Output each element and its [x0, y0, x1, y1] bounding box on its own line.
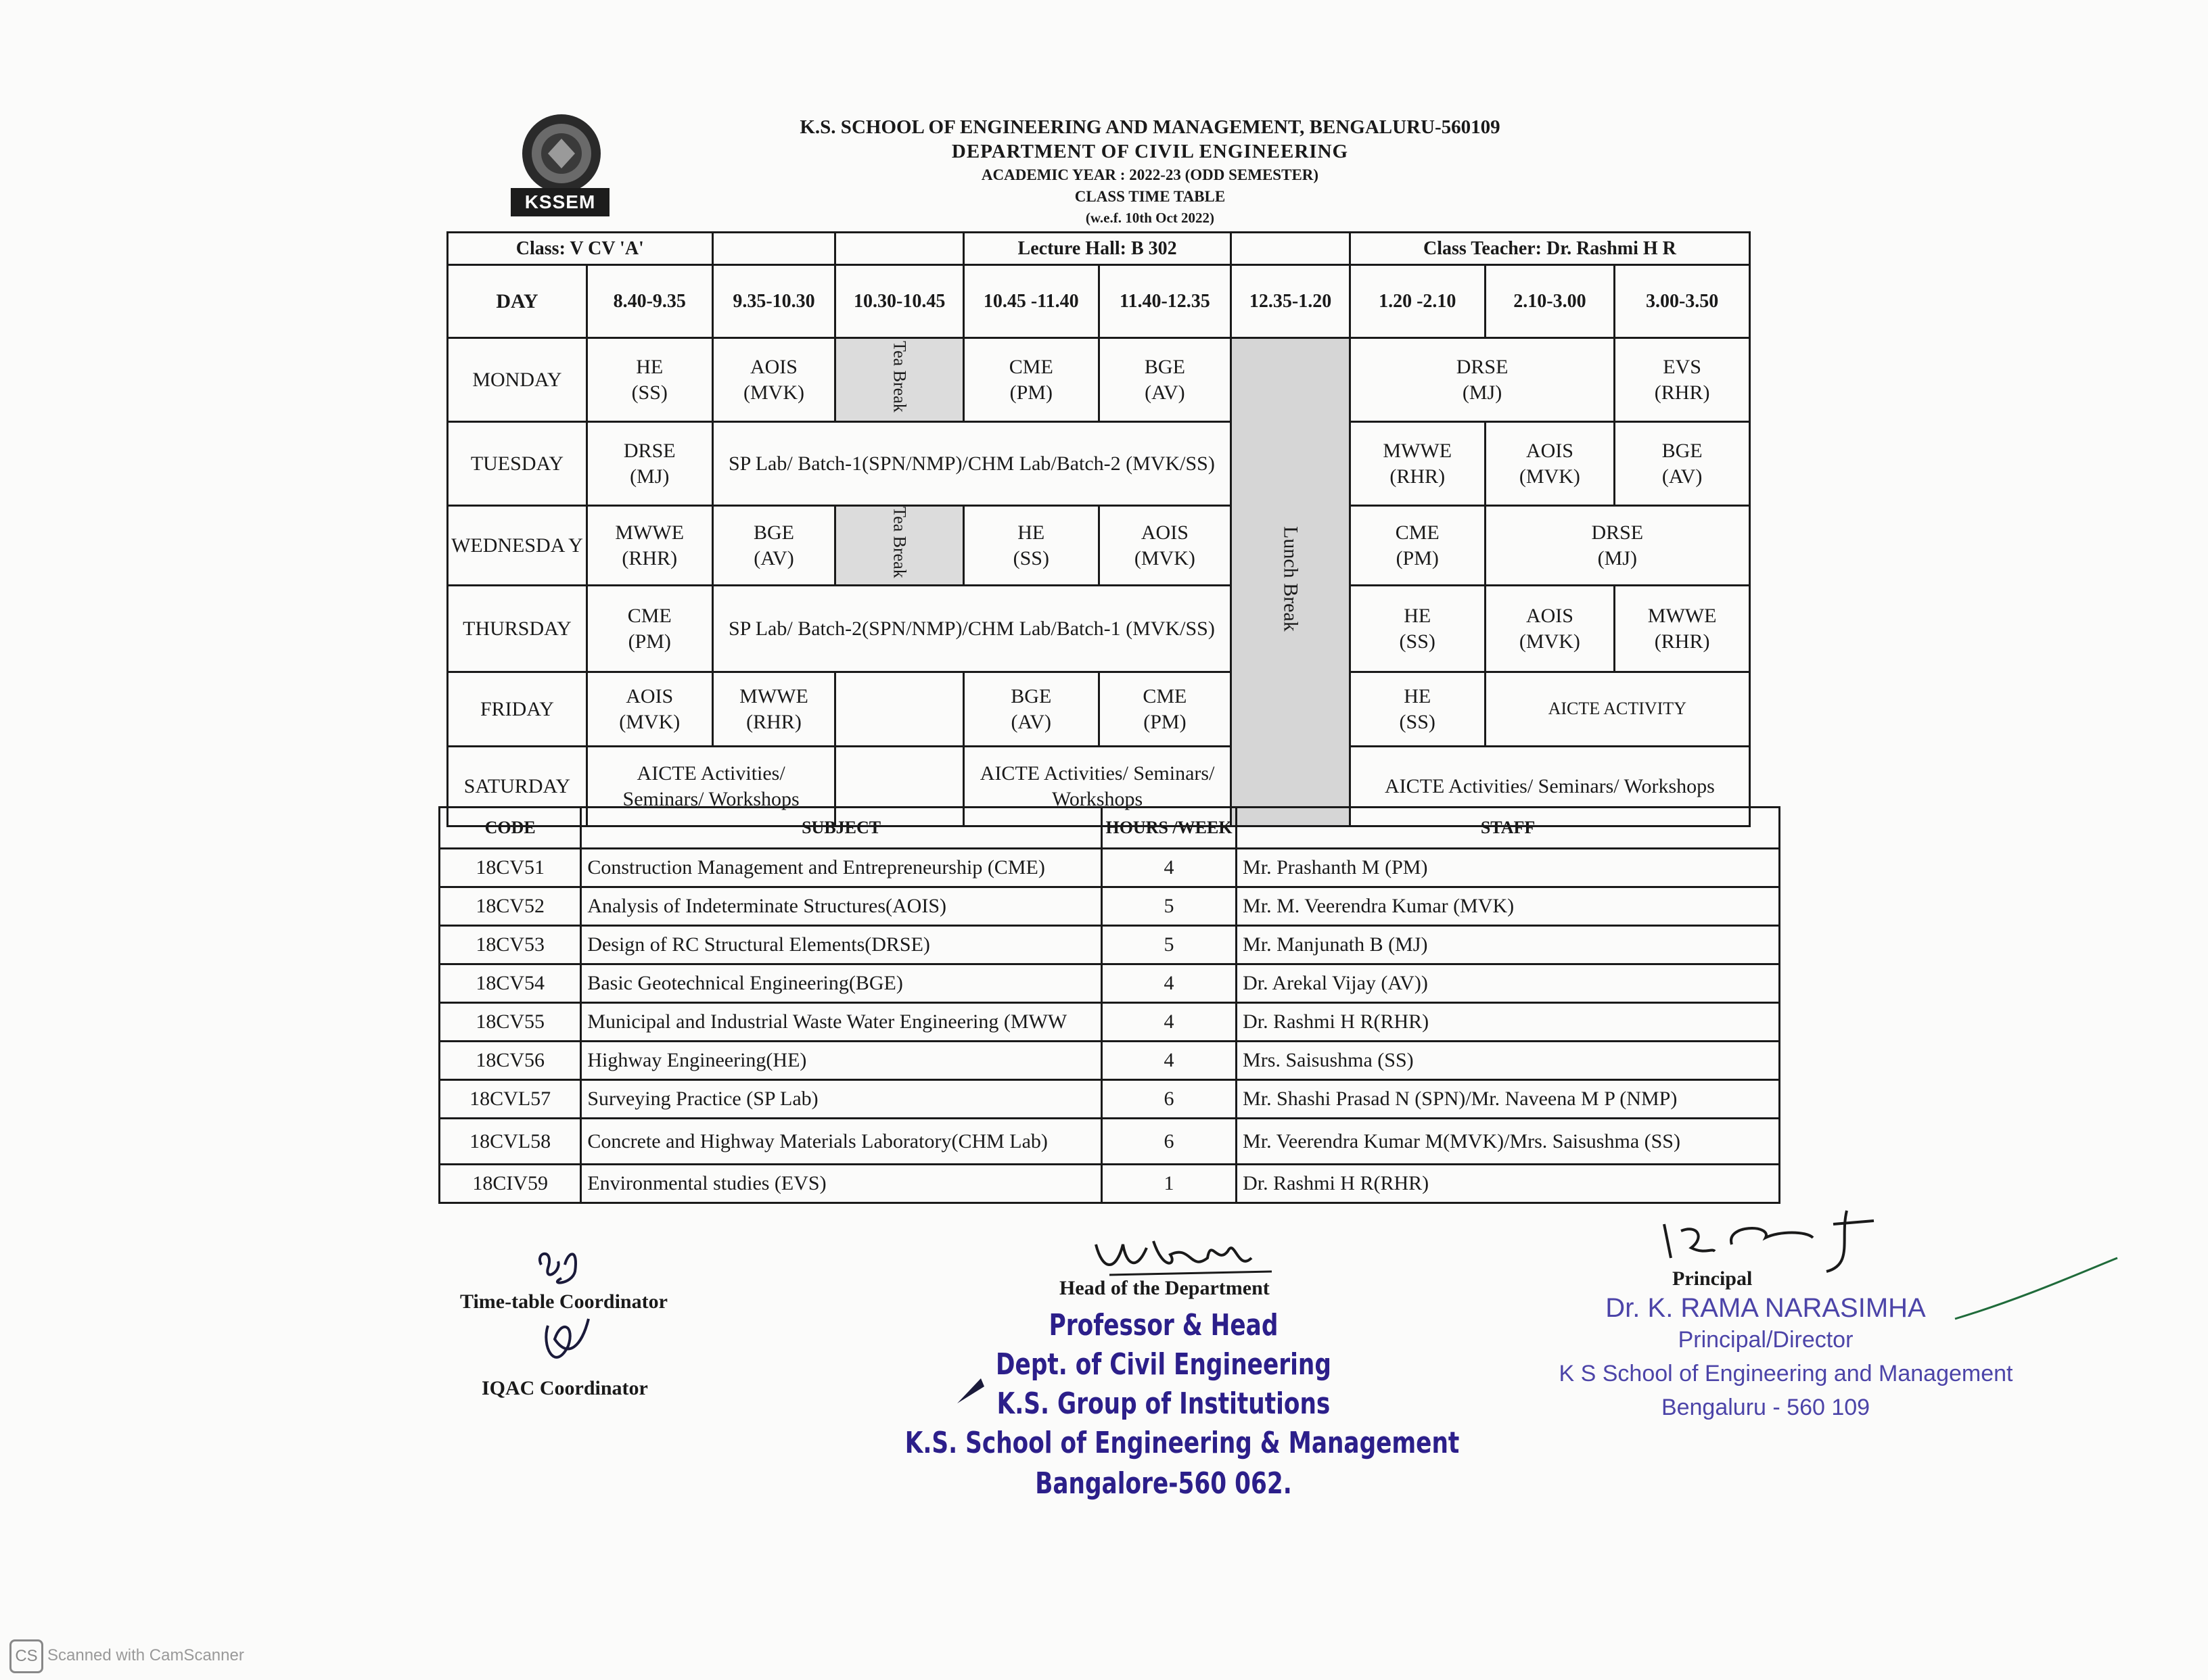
hours-per-week: 5 — [1101, 926, 1236, 964]
table-row — [440, 1003, 1780, 1042]
table-row — [440, 1042, 1780, 1080]
timetable-coordinator-label: Time-table Coordinator — [460, 1290, 668, 1313]
lecture-hall: Lecture Hall: B 302 — [963, 233, 1230, 265]
principal-stamp-line: Dr. K. RAMA NARASIMHA — [1605, 1293, 1926, 1323]
hours-per-week: 4 — [1101, 849, 1236, 887]
slot-header: 8.40-9.35 — [586, 265, 712, 338]
staff-header: STAFF — [1237, 808, 1780, 849]
hod-stamp-line: Dept. of Civil Engineering — [996, 1347, 1331, 1382]
period-cell: MWWE (RHR) — [1350, 422, 1485, 506]
institute-name: K.S. SCHOOL OF ENGINEERING AND MANAGEMENT, BENGALURU-560109 — [800, 116, 1500, 138]
staff-name: Mrs. Saisushma (SS) — [1237, 1042, 1780, 1080]
activity-cell: AICTE Activities/ Seminars/ Workshops — [586, 747, 835, 826]
subject-code: 18CV56 — [440, 1042, 581, 1080]
principal-stamp-line: K S School of Engineering and Management — [1559, 1361, 2013, 1386]
period-cell: CME (PM) — [1350, 506, 1485, 586]
table-row — [440, 1165, 1780, 1203]
hours-per-week: 4 — [1101, 1042, 1236, 1080]
day-friday: FRIDAY — [448, 672, 587, 747]
class-teacher: Class Teacher: Dr. Rashmi H R — [1350, 233, 1749, 265]
coordinator-signatures — [528, 1244, 609, 1386]
period-cell: MWWE (RHR) — [586, 506, 712, 586]
period-cell: EVS (RHR) — [1615, 338, 1750, 422]
effective-date: (w.e.f. 10th Oct 2022) — [1085, 210, 1215, 226]
period-cell: HE (SS) — [963, 506, 1099, 586]
hours-per-week: 4 — [1101, 964, 1236, 1003]
table-row — [440, 1119, 1780, 1165]
subject-name: Basic Geotechnical Engineering(BGE) — [581, 964, 1102, 1003]
logo-label: KSSEM — [511, 188, 610, 216]
subject-code: 18CVL57 — [440, 1080, 581, 1119]
staff-name: Mr. Veerendra Kumar M(MVK)/Mrs. Saisushma (SS) — [1237, 1119, 1780, 1165]
code-header: CODE — [440, 808, 581, 849]
period-cell: DRSE (MJ) — [586, 422, 712, 506]
period-cell: BGE (AV) — [1099, 338, 1231, 422]
slot-header: 1.20 -2.10 — [1350, 265, 1485, 338]
principal-label: Principal — [1672, 1267, 1753, 1290]
subject-name: Design of RC Structural Elements(DRSE) — [581, 926, 1102, 964]
timetable — [446, 231, 1751, 827]
table-row — [440, 1080, 1780, 1119]
department-name: DEPARTMENT OF CIVIL ENGINEERING — [951, 141, 1349, 162]
hours-per-week: 6 — [1101, 1080, 1236, 1119]
hod-label: Head of the Department — [1059, 1277, 1270, 1299]
subject-name: Municipal and Industrial Waste Water Engineering (MWW — [581, 1003, 1102, 1042]
class-label: Class: V CV 'A' — [448, 233, 713, 265]
tea-break-cell: Tea Break — [835, 506, 964, 586]
period-cell: CME (PM) — [963, 338, 1099, 422]
period-cell: MWWE (RHR) — [1615, 586, 1750, 672]
period-cell: HE (SS) — [1350, 586, 1485, 672]
principal-stamp-line: Bengaluru - 560 109 — [1661, 1395, 1870, 1420]
empty-cell — [835, 672, 964, 747]
document-title: CLASS TIME TABLE — [1074, 188, 1226, 205]
period-cell: HE (SS) — [586, 338, 712, 422]
subject-name: Analysis of Indeterminate Structures(AOIS) — [581, 887, 1102, 926]
lab-cell: SP Lab/ Batch-2(SPN/NMP)/CHM Lab/Batch-1 (MVK/SS) — [712, 586, 1231, 672]
table-row — [440, 849, 1780, 887]
day-tuesday: TUESDAY — [448, 422, 587, 506]
aicte-activity-cell: AICTE ACTIVITY — [1485, 672, 1749, 747]
hours-per-week: 6 — [1101, 1119, 1236, 1165]
day-header: DAY — [448, 265, 587, 338]
subject-code: 18CV54 — [440, 964, 581, 1003]
subject-code: 18CIV59 — [440, 1165, 581, 1203]
slot-header: 12.35-1.20 — [1231, 265, 1350, 338]
slot-header: 9.35-10.30 — [712, 265, 835, 338]
period-cell: BGE (AV) — [712, 506, 835, 586]
staff-name: Mr. Prashanth M (PM) — [1237, 849, 1780, 887]
subject-code: 18CV52 — [440, 887, 581, 926]
staff-name: Dr. Rashmi H R(RHR) — [1237, 1165, 1780, 1203]
subject-name: Concrete and Highway Materials Laboratory(CHM Lab) — [581, 1119, 1102, 1165]
day-wednesday: WEDNESDA Y — [448, 506, 587, 586]
slot-header: 10.45 -11.40 — [963, 265, 1099, 338]
period-cell: AOIS (MVK) — [1485, 422, 1615, 506]
period-cell: AOIS (MVK) — [712, 338, 835, 422]
day-thursday: THURSDAY — [448, 586, 587, 672]
period-cell: BGE (AV) — [963, 672, 1099, 747]
staff-name: Dr. Rashmi H R(RHR) — [1237, 1003, 1780, 1042]
lab-cell: SP Lab/ Batch-1(SPN/NMP)/CHM Lab/Batch-2 (MVK/SS) — [712, 422, 1231, 506]
day-monday: MONDAY — [448, 338, 587, 422]
staff-name: Dr. Arekal Vijay (AV)) — [1237, 964, 1780, 1003]
hod-stamp-line: K.S. School of Engineering & Management — [904, 1426, 1460, 1460]
hours-header: HOURS /WEEK — [1101, 808, 1236, 849]
hod-stamp-line: Bangalore-560 062. — [1035, 1466, 1292, 1501]
subject-name: Construction Management and Entrepreneurship (CME) — [581, 849, 1102, 887]
hours-per-week: 1 — [1101, 1165, 1236, 1203]
hod-stamp-line: Professor & Head — [1049, 1308, 1279, 1343]
hod-stamp-line: K.S. Group of Institutions — [996, 1386, 1331, 1421]
subject-header: SUBJECT — [581, 808, 1102, 849]
academic-year: ACADEMIC YEAR : 2022-23 (ODD SEMESTER) — [981, 166, 1319, 183]
scanner-watermark: Scanned with CamScanner — [47, 1646, 244, 1664]
staff-name: Mr. Shashi Prasad N (SPN)/Mr. Naveena M P (NMP) — [1237, 1080, 1780, 1119]
subject-name: Surveying Practice (SP Lab) — [581, 1080, 1102, 1119]
slot-header: 10.30-10.45 — [835, 265, 964, 338]
period-cell: AOIS (MVK) — [586, 672, 712, 747]
staff-name: Mr. Manjunath B (MJ) — [1237, 926, 1780, 964]
hours-per-week: 5 — [1101, 887, 1236, 926]
camscanner-logo: CS — [9, 1639, 43, 1673]
period-cell: CME (PM) — [1099, 672, 1231, 747]
principal-stamp-line: Principal/Director — [1678, 1327, 1854, 1353]
activity-cell: AICTE Activities/ Seminars/ Workshops — [963, 747, 1230, 826]
period-cell: MWWE (RHR) — [712, 672, 835, 747]
activity-cell: AICTE Activities/ Seminars/ Workshops — [1350, 747, 1749, 826]
period-cell: AOIS (MVK) — [1099, 506, 1231, 586]
subject-name: Environmental studies (EVS) — [581, 1165, 1102, 1203]
table-row — [440, 887, 1780, 926]
subject-table — [438, 806, 1780, 1204]
subject-code: 18CV51 — [440, 849, 581, 887]
period-cell: AOIS (MVK) — [1485, 586, 1615, 672]
period-cell: CME (PM) — [586, 586, 712, 672]
subject-name: Highway Engineering(HE) — [581, 1042, 1102, 1080]
hod-signature — [1089, 1224, 1279, 1285]
period-cell: HE (SS) — [1350, 672, 1485, 747]
iqac-coordinator-label: IQAC Coordinator — [482, 1377, 648, 1399]
period-cell: DRSE (MJ) — [1350, 338, 1614, 422]
slot-header: 11.40-12.35 — [1099, 265, 1231, 338]
slot-header: 3.00-3.50 — [1615, 265, 1750, 338]
hours-per-week: 4 — [1101, 1003, 1236, 1042]
day-saturday: SATURDAY — [448, 747, 587, 826]
period-cell: DRSE (MJ) — [1485, 506, 1749, 586]
table-row — [440, 964, 1780, 1003]
subject-code: 18CV55 — [440, 1003, 581, 1042]
slot-header: 2.10-3.00 — [1485, 265, 1615, 338]
staff-name: Mr. M. Veerendra Kumar (MVK) — [1237, 887, 1780, 926]
subject-code: 18CV53 — [440, 926, 581, 964]
subject-code: 18CVL58 — [440, 1119, 581, 1165]
tea-break-cell: Tea Break — [835, 338, 964, 422]
ink-mark-icon — [954, 1373, 988, 1407]
lunch-break-cell: Lunch Break — [1231, 338, 1350, 826]
period-cell: BGE (AV) — [1615, 422, 1750, 506]
table-row — [440, 926, 1780, 964]
